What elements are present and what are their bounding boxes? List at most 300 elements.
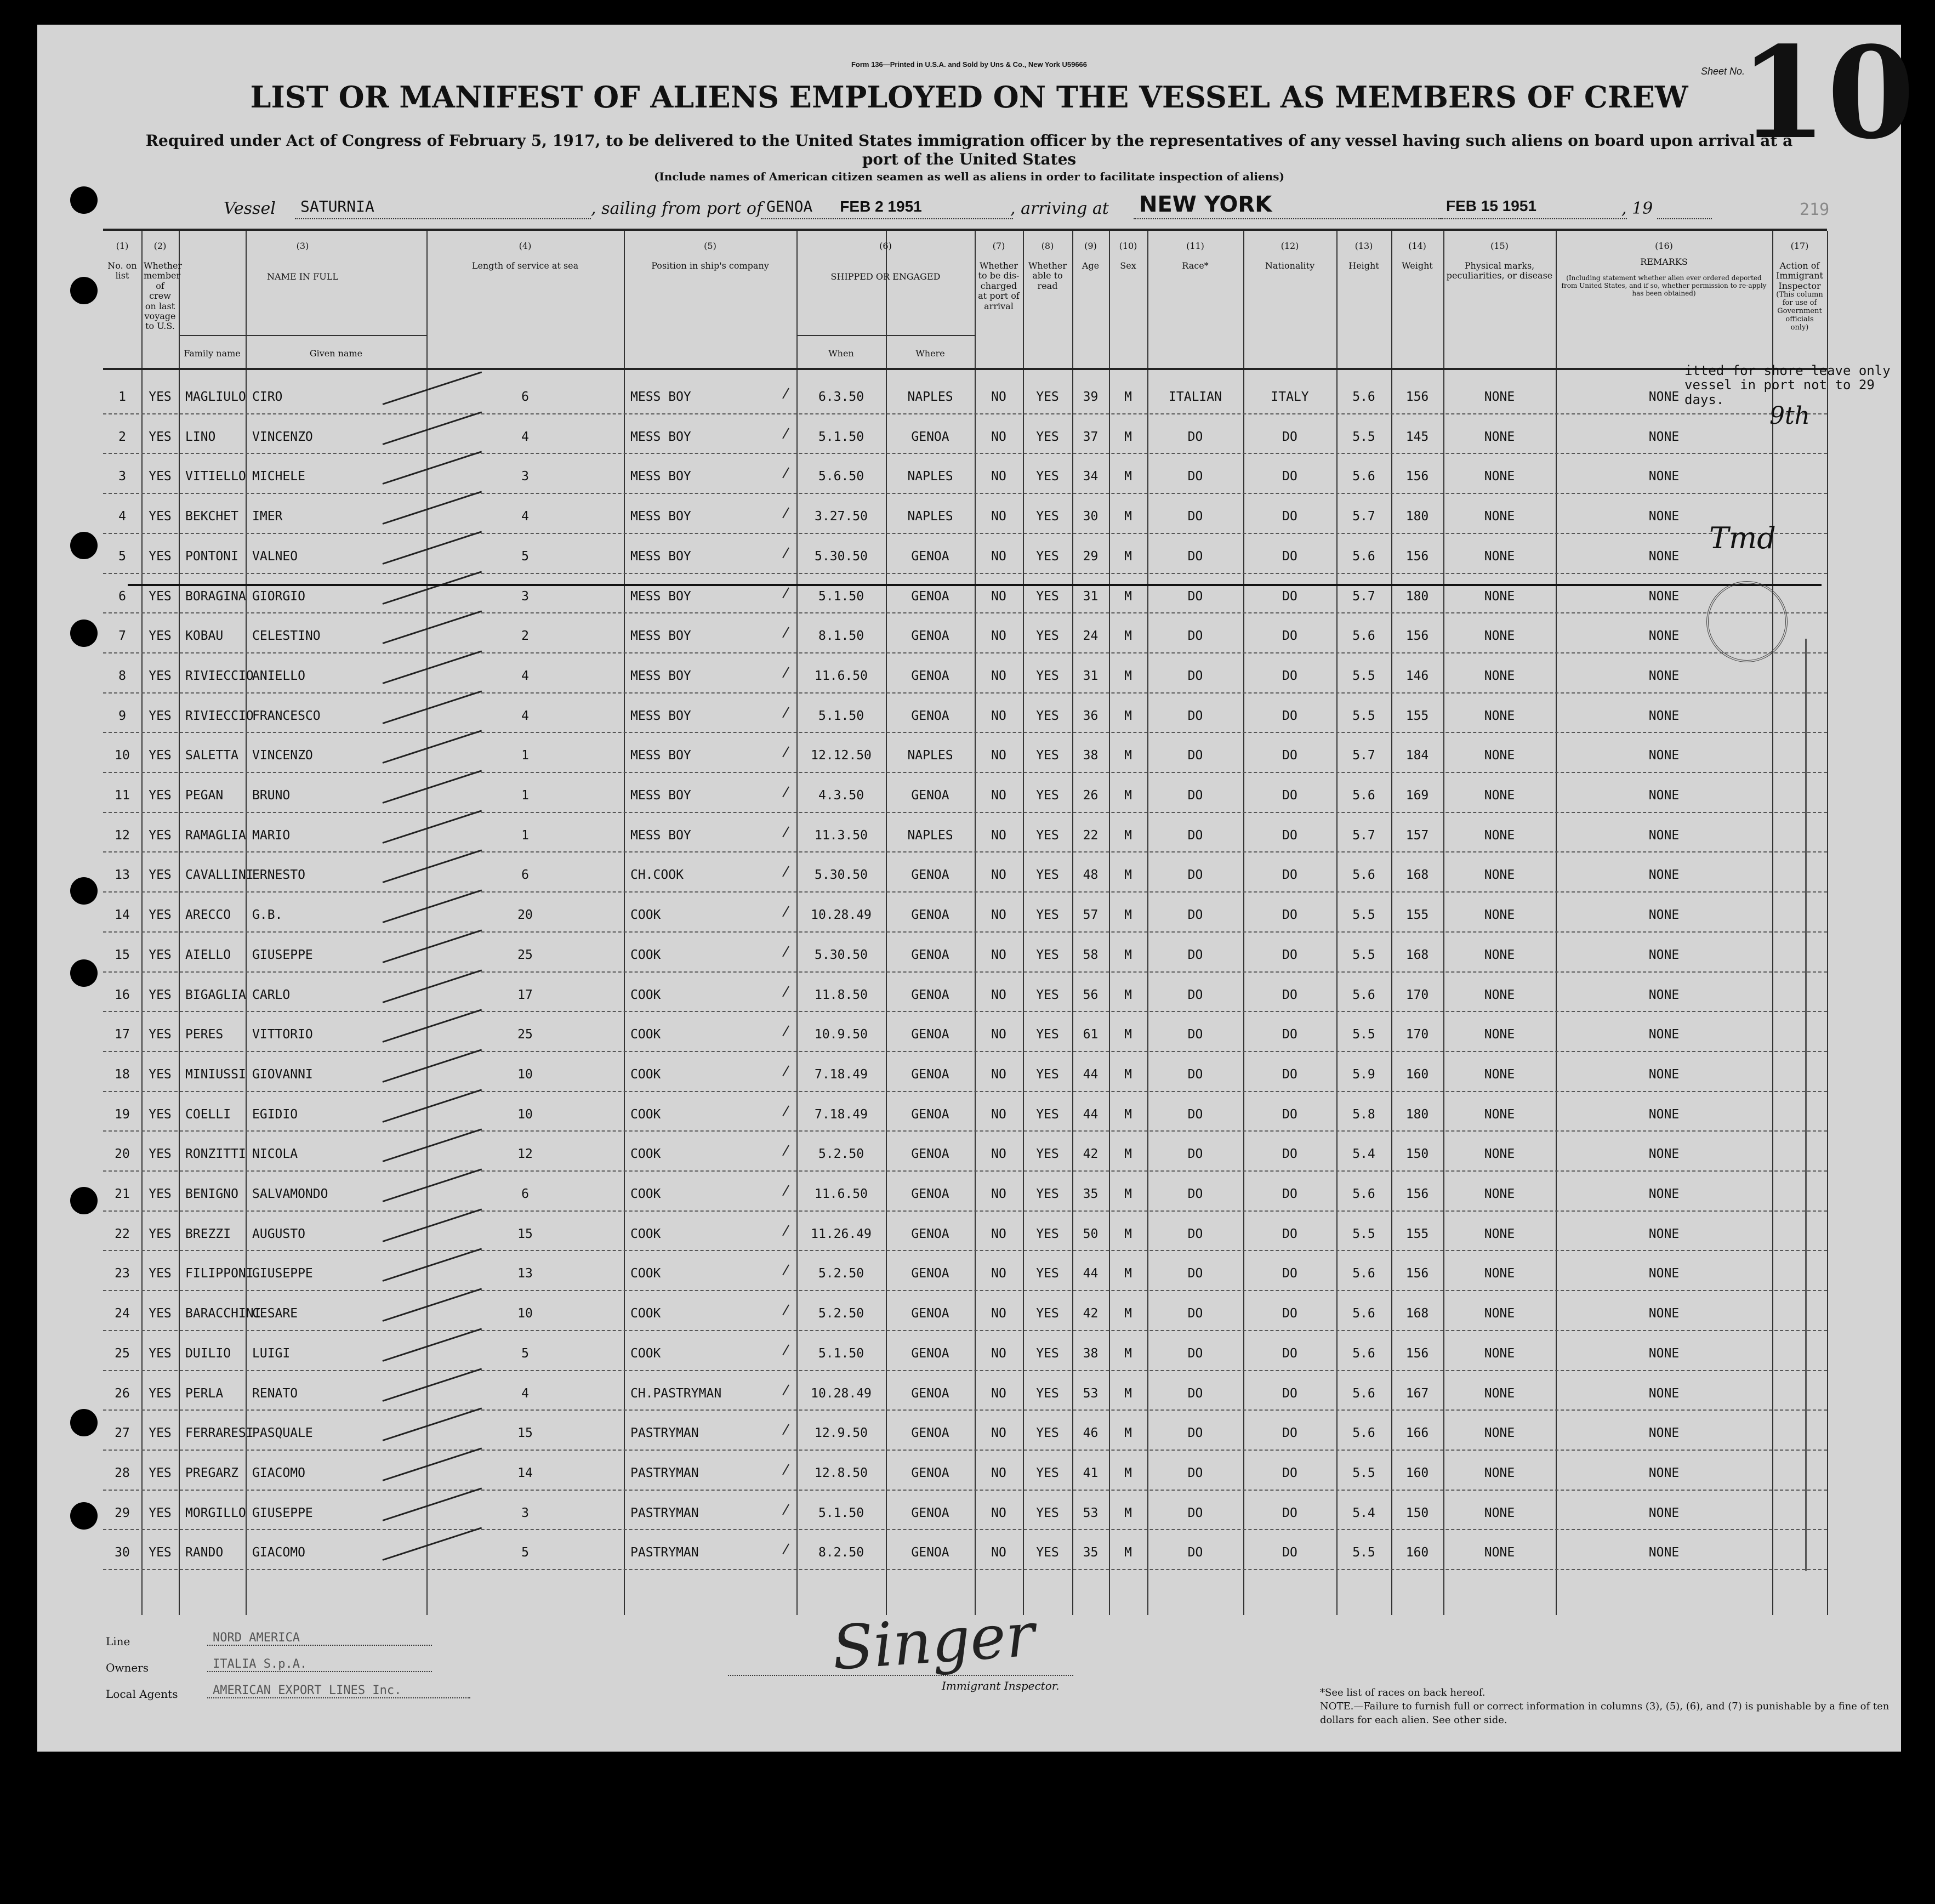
- cell-no: 25: [115, 1346, 130, 1361]
- cell-when: 5.6.50: [818, 469, 864, 484]
- cell-position: PASTRYMAN: [630, 1426, 699, 1441]
- cell-weight: 170: [1405, 987, 1429, 1002]
- binder-hole: [70, 959, 98, 987]
- column-header: Weight: [1402, 260, 1433, 271]
- cell-race: DO: [1187, 429, 1203, 444]
- cell-nationality: DO: [1282, 1465, 1297, 1480]
- cell-where: NAPLES: [907, 828, 953, 843]
- cell-sex: M: [1124, 828, 1132, 843]
- cell-given: MARIO: [252, 828, 291, 843]
- cell-when: 8.1.50: [818, 629, 864, 644]
- cell-nationality: DO: [1282, 509, 1297, 524]
- cell-family: LINO: [185, 429, 216, 444]
- cell-crew: YES: [149, 469, 172, 484]
- cell-given: FRANCESCO: [252, 708, 321, 723]
- cell-marks: NONE: [1484, 1107, 1515, 1122]
- crew-table: [103, 229, 1827, 1615]
- cell-service: 13: [517, 1266, 533, 1281]
- cell-where: GENOA: [911, 589, 949, 604]
- cell-read: YES: [1036, 469, 1059, 484]
- cell-age: 44: [1083, 1067, 1099, 1082]
- subheader-given-name: Given name: [309, 348, 363, 359]
- cell-discharged: NO: [991, 629, 1006, 644]
- cell-where: GENOA: [911, 1465, 949, 1480]
- cell-given: VITTORIO: [252, 1027, 313, 1042]
- cell-discharged: NO: [991, 947, 1006, 962]
- cell-when: 6.3.50: [818, 390, 864, 404]
- cell-height: 5.5: [1352, 908, 1375, 923]
- cell-crew: YES: [149, 828, 172, 843]
- cell-no: 22: [115, 1226, 130, 1241]
- cell-sex: M: [1124, 1386, 1132, 1401]
- cell-age: 37: [1083, 429, 1099, 444]
- cell-height: 5.5: [1352, 708, 1375, 723]
- cell-marks: NONE: [1484, 947, 1515, 962]
- cell-weight: 155: [1405, 908, 1429, 923]
- binder-hole: [70, 1409, 98, 1436]
- cell-nationality: DO: [1282, 908, 1297, 923]
- vessel-label: Vessel: [224, 199, 276, 218]
- cell-family: SALETTA: [185, 748, 238, 763]
- cell-crew: YES: [149, 668, 172, 683]
- cell-position: COOK: [630, 1107, 661, 1122]
- cell-crew: YES: [149, 1386, 172, 1401]
- cell-service: 4: [521, 509, 529, 524]
- row-rule: [103, 1409, 1827, 1411]
- column-number: (7): [992, 241, 1005, 251]
- cell-discharged: NO: [991, 1187, 1006, 1201]
- cell-service: 1: [521, 748, 529, 763]
- cell-weight: 160: [1405, 1545, 1429, 1560]
- cell-read: YES: [1036, 668, 1059, 683]
- column-number: (16): [1655, 241, 1673, 251]
- binder-hole: [70, 186, 98, 214]
- cell-no: 14: [115, 908, 130, 923]
- cell-marks: NONE: [1484, 1505, 1515, 1520]
- cell-height: 5.6: [1352, 788, 1375, 803]
- strike-through-line: [128, 584, 1822, 586]
- cell-read: YES: [1036, 390, 1059, 404]
- cell-race: DO: [1187, 908, 1203, 923]
- cell-discharged: NO: [991, 469, 1006, 484]
- cell-family: RONZITTI: [185, 1147, 246, 1162]
- cell-given: AUGUSTO: [252, 1226, 305, 1241]
- cell-when: 10.28.49: [811, 908, 872, 923]
- cell-position: PASTRYMAN: [630, 1505, 699, 1520]
- group-sub-divider: [886, 335, 887, 368]
- binder-hole: [70, 1502, 98, 1530]
- cell-where: GENOA: [911, 429, 949, 444]
- cell-crew: YES: [149, 1226, 172, 1241]
- cell-read: YES: [1036, 1226, 1059, 1241]
- sheet-number: 10: [1739, 19, 1915, 167]
- cell-family: BORAGINA: [185, 589, 246, 604]
- cell-nationality: DO: [1282, 748, 1297, 763]
- cell-when: 5.30.50: [815, 947, 868, 962]
- cell-where: GENOA: [911, 708, 949, 723]
- act-of-congress-line: [37, 132, 1901, 169]
- cell-position: MESS BOY: [630, 390, 691, 404]
- cell-given: PASQUALE: [252, 1426, 313, 1441]
- cell-remarks: NONE: [1648, 1187, 1680, 1201]
- cell-service: 10: [517, 1067, 533, 1082]
- cell-crew: YES: [149, 1465, 172, 1480]
- act-line-2: port of the United States: [862, 150, 1077, 169]
- cell-service: 15: [517, 1226, 533, 1241]
- cell-sex: M: [1124, 708, 1132, 723]
- row-rule: [103, 1490, 1827, 1491]
- cell-service: 5: [521, 1346, 529, 1361]
- column-header: Sex: [1120, 260, 1136, 271]
- cell-height: 5.8: [1352, 1107, 1375, 1122]
- cell-read: YES: [1036, 1187, 1059, 1201]
- row-rule: [103, 573, 1827, 574]
- cell-crew: YES: [149, 1505, 172, 1520]
- cell-when: 3.27.50: [815, 509, 868, 524]
- cell-remarks: NONE: [1648, 947, 1680, 962]
- cell-marks: NONE: [1484, 1266, 1515, 1281]
- column-header: SHIPPED OR ENGAGED: [830, 271, 941, 282]
- column-divider: [1772, 231, 1773, 1615]
- cell-where: GENOA: [911, 987, 949, 1002]
- row-rule: [103, 453, 1827, 454]
- cell-age: 44: [1083, 1107, 1099, 1122]
- row-rule: [103, 1330, 1827, 1331]
- column-header: Height: [1348, 260, 1379, 271]
- cell-read: YES: [1036, 908, 1059, 923]
- cell-nationality: DO: [1282, 987, 1297, 1002]
- column-divider: [1827, 231, 1828, 1615]
- column-divider: [624, 231, 625, 1615]
- cell-remarks: NONE: [1648, 390, 1680, 404]
- cell-age: 56: [1083, 987, 1099, 1002]
- cell-remarks: NONE: [1648, 1226, 1680, 1241]
- column-header: Physical marks, peculiarities, or disease: [1446, 260, 1553, 281]
- cell-age: 53: [1083, 1386, 1099, 1401]
- cell-no: 9: [118, 708, 126, 723]
- cell-age: 61: [1083, 1027, 1099, 1042]
- cell-when: 7.18.49: [815, 1067, 868, 1082]
- cell-service: 2: [521, 629, 529, 644]
- cell-read: YES: [1036, 1465, 1059, 1480]
- column-divider: [975, 231, 976, 1615]
- cell-nationality: DO: [1282, 668, 1297, 683]
- races-note: *See list of races on back hereof.: [1320, 1687, 1486, 1698]
- cell-weight: 180: [1405, 589, 1429, 604]
- cell-read: YES: [1036, 509, 1059, 524]
- cell-remarks: NONE: [1648, 668, 1680, 683]
- local-agents-label: Local Agents: [106, 1687, 178, 1701]
- cell-no: 10: [115, 748, 130, 763]
- cell-nationality: DO: [1282, 429, 1297, 444]
- cell-marks: NONE: [1484, 908, 1515, 923]
- cell-remarks: NONE: [1648, 1027, 1680, 1042]
- cell-remarks: NONE: [1648, 509, 1680, 524]
- cell-weight: 156: [1405, 469, 1429, 484]
- cell-when: 12.12.50: [811, 748, 872, 763]
- cell-discharged: NO: [991, 868, 1006, 883]
- column-header: Position in ship's company: [651, 260, 769, 271]
- row-rule: [103, 931, 1827, 933]
- cell-discharged: NO: [991, 549, 1006, 564]
- cell-when: 5.1.50: [818, 1505, 864, 1520]
- column-number: (15): [1490, 241, 1509, 251]
- column-header: No. on list: [107, 260, 137, 281]
- cell-when: 5.2.50: [818, 1306, 864, 1321]
- column-number: (5): [704, 241, 716, 251]
- column-header: Age: [1082, 260, 1100, 271]
- cell-weight: 156: [1405, 390, 1429, 404]
- cell-height: 5.9: [1352, 1067, 1375, 1082]
- cell-nationality: DO: [1282, 788, 1297, 803]
- cell-discharged: NO: [991, 1306, 1006, 1321]
- cell-weight: 155: [1405, 708, 1429, 723]
- cell-height: 5.6: [1352, 629, 1375, 644]
- cell-family: BREZZI: [185, 1226, 231, 1241]
- cell-position: MESS BOY: [630, 828, 691, 843]
- cell-given: GIACOMO: [252, 1545, 305, 1560]
- row-rule: [103, 1529, 1827, 1530]
- cell-height: 5.5: [1352, 1465, 1375, 1480]
- cell-given: GIUSEPPE: [252, 947, 313, 962]
- cell-sex: M: [1124, 429, 1132, 444]
- column-number: (8): [1041, 241, 1054, 251]
- cell-sex: M: [1124, 629, 1132, 644]
- cell-weight: 146: [1405, 668, 1429, 683]
- cell-age: 35: [1083, 1545, 1099, 1560]
- column-divider: [1243, 231, 1244, 1615]
- cell-sex: M: [1124, 469, 1132, 484]
- row-rule: [103, 1130, 1827, 1132]
- cell-crew: YES: [149, 1147, 172, 1162]
- cell-service: 14: [517, 1465, 533, 1480]
- cell-service: 4: [521, 668, 529, 683]
- cell-remarks: NONE: [1648, 549, 1680, 564]
- cell-family: DUILIO: [185, 1346, 231, 1361]
- cell-where: GENOA: [911, 1147, 949, 1162]
- cell-read: YES: [1036, 629, 1059, 644]
- cell-service: 10: [517, 1107, 533, 1122]
- cell-service: 5: [521, 1545, 529, 1560]
- cell-given: CELESTINO: [252, 629, 321, 644]
- cell-remarks: NONE: [1648, 908, 1680, 923]
- cell-weight: 160: [1405, 1067, 1429, 1082]
- cell-read: YES: [1036, 748, 1059, 763]
- sailing-date: FEB 2 1951: [840, 198, 922, 215]
- cell-remarks: NONE: [1648, 1306, 1680, 1321]
- cell-family: RIVIECCIO: [185, 668, 254, 683]
- cell-discharged: NO: [991, 1426, 1006, 1441]
- sailing-port: [761, 197, 1013, 219]
- cell-remarks: NONE: [1648, 987, 1680, 1002]
- cell-marks: NONE: [1484, 549, 1515, 564]
- cell-given: CESARE: [252, 1306, 298, 1321]
- cell-position: COOK: [630, 1306, 661, 1321]
- cell-weight: 168: [1405, 1306, 1429, 1321]
- cell-when: 5.30.50: [815, 868, 868, 883]
- cell-service: 25: [517, 947, 533, 962]
- column-header: Whether able to read: [1028, 260, 1067, 291]
- column-number: (13): [1354, 241, 1373, 251]
- cell-height: 5.4: [1352, 1147, 1375, 1162]
- cell-position: COOK: [630, 1226, 661, 1241]
- cell-sex: M: [1124, 390, 1132, 404]
- cell-position: CH.PASTRYMAN: [630, 1386, 722, 1401]
- cell-nationality: DO: [1282, 1266, 1297, 1281]
- cell-discharged: NO: [991, 1226, 1006, 1241]
- cell-when: 4.3.50: [818, 788, 864, 803]
- cell-height: 5.6: [1352, 1187, 1375, 1201]
- cell-age: 31: [1083, 589, 1099, 604]
- cell-read: YES: [1036, 589, 1059, 604]
- cell-sex: M: [1124, 1505, 1132, 1520]
- cell-race: DO: [1187, 509, 1203, 524]
- cell-read: YES: [1036, 1266, 1059, 1281]
- cell-sex: M: [1124, 788, 1132, 803]
- cell-family: VITIELLO: [185, 469, 246, 484]
- fine-note: NOTE.—Failure to furnish full or correct information in columns (3), (5), (6), and (7) is punishable by a fine of ten dollars for each alien. See other side.: [1320, 1701, 1890, 1726]
- column-divider: [1336, 231, 1338, 1615]
- column-header: NAME IN FULL: [267, 271, 338, 282]
- cell-position: MESS BOY: [630, 429, 691, 444]
- row-rule: [103, 413, 1827, 414]
- cell-discharged: NO: [991, 1266, 1006, 1281]
- cell-where: NAPLES: [907, 509, 953, 524]
- sailing-port-name: GENOA: [766, 197, 813, 215]
- cell-marks: NONE: [1484, 788, 1515, 803]
- cell-family: COELLI: [185, 1107, 231, 1122]
- inspector-note: (This column for use of Government officials only): [1776, 291, 1823, 332]
- cell-remarks: NONE: [1648, 1386, 1680, 1401]
- cell-family: ARECCO: [185, 908, 231, 923]
- cell-weight: 156: [1405, 629, 1429, 644]
- cell-when: 5.2.50: [818, 1147, 864, 1162]
- cell-marks: NONE: [1484, 1226, 1515, 1241]
- row-rule: [103, 732, 1827, 733]
- cell-where: GENOA: [911, 1027, 949, 1042]
- cell-where: GENOA: [911, 1187, 949, 1201]
- cell-nationality: DO: [1282, 589, 1297, 604]
- cell-height: 5.6: [1352, 1306, 1375, 1321]
- cell-nationality: DO: [1282, 947, 1297, 962]
- cell-marks: NONE: [1484, 629, 1515, 644]
- remarks-note: (Including statement whether alien ever ordered deported from United States, and if so, whether permission to re-apply has been obtained): [1561, 274, 1767, 297]
- column-divider: [1072, 231, 1073, 1615]
- cell-height: 5.7: [1352, 828, 1375, 843]
- cell-service: 1: [521, 788, 529, 803]
- cell-where: NAPLES: [907, 748, 953, 763]
- cell-read: YES: [1036, 828, 1059, 843]
- cell-marks: NONE: [1484, 1306, 1515, 1321]
- cell-given: GIORGIO: [252, 589, 305, 604]
- cell-family: PERLA: [185, 1386, 224, 1401]
- cell-service: 6: [521, 1187, 529, 1201]
- year-label: , 19: [1621, 199, 1653, 218]
- cell-discharged: NO: [991, 1027, 1006, 1042]
- cell-race: DO: [1187, 1306, 1203, 1321]
- cell-nationality: DO: [1282, 1187, 1297, 1201]
- cell-no: 24: [115, 1306, 130, 1321]
- column-number: (12): [1280, 241, 1299, 251]
- cell-where: GENOA: [911, 1545, 949, 1560]
- cell-family: KOBAU: [185, 629, 224, 644]
- cell-remarks: NONE: [1648, 1346, 1680, 1361]
- column-number: (10): [1119, 241, 1137, 251]
- owners-value: ITALIA S.p.A.: [207, 1657, 432, 1672]
- cell-read: YES: [1036, 1386, 1059, 1401]
- cell-given: BRUNO: [252, 788, 291, 803]
- cell-family: RANDO: [185, 1545, 224, 1560]
- column-number: (4): [519, 241, 532, 251]
- cell-weight: 170: [1405, 1027, 1429, 1042]
- cell-sex: M: [1124, 1545, 1132, 1560]
- cell-race: DO: [1187, 589, 1203, 604]
- cell-read: YES: [1036, 708, 1059, 723]
- cell-family: AIELLO: [185, 947, 231, 962]
- column-number: (3): [296, 241, 309, 251]
- cell-given: VINCENZO: [252, 748, 313, 763]
- cell-sex: M: [1124, 1067, 1132, 1082]
- cell-race: DO: [1187, 1107, 1203, 1122]
- cell-discharged: NO: [991, 828, 1006, 843]
- cell-height: 5.5: [1352, 1027, 1375, 1042]
- cell-service: 20: [517, 908, 533, 923]
- cell-race: DO: [1187, 1067, 1203, 1082]
- cell-age: 42: [1083, 1147, 1099, 1162]
- cell-no: 19: [115, 1107, 130, 1122]
- cell-position: PASTRYMAN: [630, 1545, 699, 1560]
- sailing-label: , sailing from port of: [591, 199, 763, 218]
- row-rule: [103, 1569, 1827, 1570]
- cell-race: DO: [1187, 987, 1203, 1002]
- cell-where: GENOA: [911, 1226, 949, 1241]
- cell-nationality: DO: [1282, 1386, 1297, 1401]
- cell-service: 3: [521, 469, 529, 484]
- cell-when: 12.9.50: [815, 1426, 868, 1441]
- binder-hole: [70, 877, 98, 905]
- cell-race: DO: [1187, 1266, 1203, 1281]
- cell-remarks: NONE: [1648, 1266, 1680, 1281]
- cell-given: GIUSEPPE: [252, 1505, 313, 1520]
- cell-age: 22: [1083, 828, 1099, 843]
- subheader-where: Where: [915, 348, 945, 359]
- cell-remarks: NONE: [1648, 1505, 1680, 1520]
- cell-given: GIOVANNI: [252, 1067, 313, 1082]
- cell-when: 10.9.50: [815, 1027, 868, 1042]
- cell-service: 10: [517, 1306, 533, 1321]
- cell-crew: YES: [149, 708, 172, 723]
- cell-given: EGIDIO: [252, 1107, 298, 1122]
- cell-crew: YES: [149, 1545, 172, 1560]
- cell-family: BARACCHINI: [185, 1306, 261, 1321]
- cell-marks: NONE: [1484, 390, 1515, 404]
- row-rule: [103, 891, 1827, 893]
- cell-read: YES: [1036, 868, 1059, 883]
- cell-race: DO: [1187, 1226, 1203, 1241]
- cell-age: 30: [1083, 509, 1099, 524]
- cell-given: GIACOMO: [252, 1465, 305, 1480]
- cell-weight: 145: [1405, 429, 1429, 444]
- cell-marks: NONE: [1484, 708, 1515, 723]
- cell-given: MICHELE: [252, 469, 305, 484]
- cell-nationality: DO: [1282, 1107, 1297, 1122]
- cell-no: 28: [115, 1465, 130, 1480]
- cell-no: 13: [115, 868, 130, 883]
- cell-no: 3: [118, 469, 126, 484]
- cell-where: GENOA: [911, 668, 949, 683]
- cell-age: 38: [1083, 1346, 1099, 1361]
- cell-sex: M: [1124, 1187, 1132, 1201]
